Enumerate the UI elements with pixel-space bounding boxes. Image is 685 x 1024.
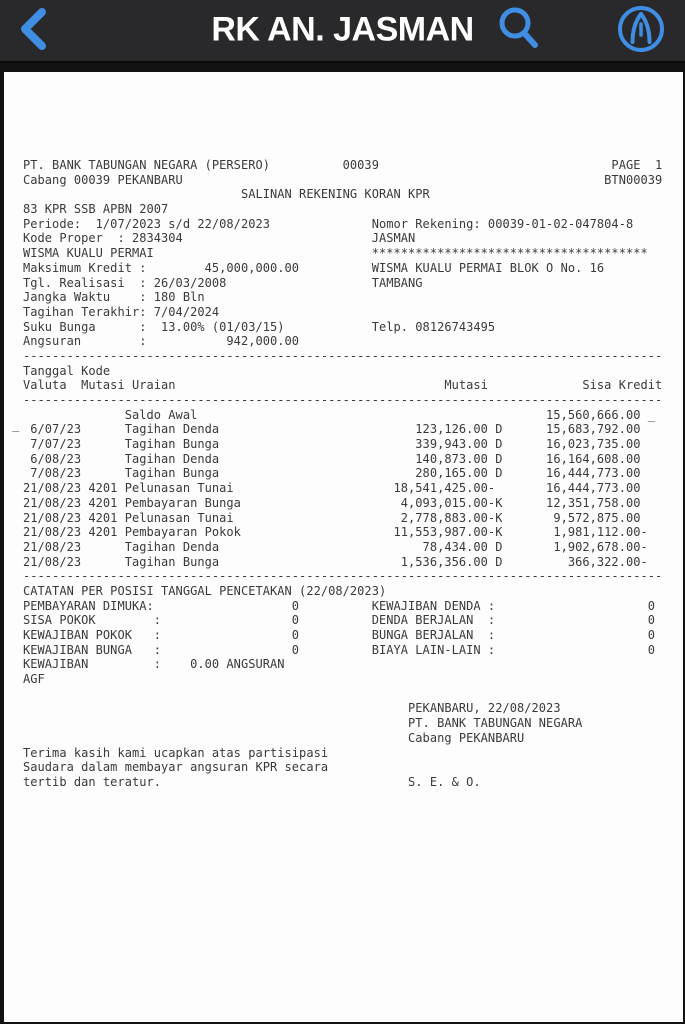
- document-line: KEWAJIBAN POKOK : 0 BUNGA BERJALAN : 0: [23, 628, 656, 642]
- document-line: Suku Bunga : 13.00% (01/03/15) Telp. 08126743495: [23, 319, 496, 334]
- document-line: Cabang PEKANBARU: [23, 730, 525, 745]
- document-line: PT. BANK TABUNGAN NEGARA: [23, 716, 583, 731]
- document-line: Periode: 1/07/2023 s/d 22/08/2023 Nomor Rekening: 00039-01-02-047804-8: [23, 216, 634, 231]
- scan-artifact-underscore: _: [12, 418, 20, 432]
- document-line: 21/08/23 4201 Pembayaran Bunga 4,093,015.00-K 12,351,758.00: [23, 495, 641, 510]
- document-line: Cabang 00039 PEKANBARU BTN00039: [23, 172, 663, 187]
- search-icon: [496, 6, 542, 55]
- document-line: CATATAN PER POSISI TANGGAL PENCETAKAN (22/08/2023): [23, 583, 387, 598]
- statement-text: [4, 72, 662, 790]
- document-line: Saldo Awal 15,560,666.00 _: [23, 407, 656, 422]
- document-line: 21/08/23 4201 Pelunasan Tunai 2,778,883.00-K 9,572,875.00: [23, 510, 641, 525]
- document-line: 83 KPR SSB APBN 2007: [23, 202, 169, 217]
- document-line: 6/08/23 Tagihan Denda 140,873.00 D 16,164,608.00: [23, 451, 641, 466]
- document-line: 7/08/23 Tagihan Bunga 280,165.00 D 16,444,773.00: [23, 466, 641, 481]
- document-line: Jangka Waktu : 180 Bln: [23, 290, 205, 305]
- back-button[interactable]: [10, 0, 54, 61]
- document-line: SALINAN REKENING KORAN KPR: [23, 187, 430, 202]
- document-line: KEWAJIBAN : 0.00 ANGSURAN: [23, 657, 285, 672]
- markup-button[interactable]: [615, 0, 667, 61]
- document-line: SISA POKOK : 0 DENDA BERJALAN : 0: [23, 613, 656, 628]
- document-page: [4, 72, 683, 1022]
- document-line: Terima kasih kami ucapkan atas partisipasi: [23, 745, 329, 760]
- document-line: PEMBAYARAN DIMUKA: 0 KEWAJIBAN DENDA : 0: [23, 598, 656, 613]
- document-line: Valuta Mutasi Uraian Mutasi Sisa Kredit: [23, 378, 663, 393]
- document-line: [23, 687, 662, 702]
- document-line: Tgl. Realisasi : 26/03/2008 TAMBANG: [23, 275, 423, 290]
- document-line: KEWAJIBAN BUNGA : 0 BIAYA LAIN-LAIN : 0: [23, 642, 656, 657]
- document-line: Kode Proper : 2834304 JASMAN: [23, 231, 416, 246]
- document-line: ----------------------------------------------------------------------------------------: [23, 348, 663, 363]
- document-line: 6/07/23 Tagihan Denda 123,126.00 D 15,683,792.00: [23, 422, 641, 437]
- document-line: WISMA KUALU PERMAI **************************************: [23, 246, 648, 261]
- document-line: PT. BANK TABUNGAN NEGARA (PERSERO) 00039 PAGE 1: [23, 158, 663, 172]
- document-line: Tagihan Terakhir: 7/04/2024: [23, 304, 220, 319]
- document-line: 7/07/23 Tagihan Bunga 339,943.00 D 16,023,735.00: [23, 437, 641, 452]
- document-line: Saudara dalam membayar angsuran KPR secara: [23, 760, 329, 775]
- document-line: tertib dan teratur. S. E. & O.: [23, 774, 481, 789]
- document-line: ----------------------------------------------------------------------------------------: [23, 569, 663, 584]
- document-line: Angsuran : 942,000.00: [23, 334, 300, 349]
- search-button[interactable]: [495, 0, 543, 61]
- document-line: Maksimum Kredit : 45,000,000.00 WISMA KUALU PERMAI BLOK O No. 16: [23, 260, 605, 275]
- page-title: RK AN. JASMAN: [211, 10, 474, 49]
- document-line: ----------------------------------------------------------------------------------------: [23, 393, 663, 407]
- document-line: AGF: [23, 672, 45, 687]
- document-line: 21/08/23 4201 Pembayaran Pokok 11,553,987.00-K 1,981,112.00-: [23, 525, 648, 540]
- document-line: 21/08/23 Tagihan Denda 78,434.00 D 1,902,678.00-: [23, 539, 648, 554]
- document-line: 21/08/23 4201 Pelunasan Tunai 18,541,425.00- 16,444,773.00: [23, 481, 641, 496]
- document-line: 21/08/23 Tagihan Bunga 1,536,356.00 D 366,322.00-: [23, 554, 648, 569]
- document-line: Tanggal Kode: [23, 363, 111, 378]
- document-line: PEKANBARU, 22/08/2023: [23, 701, 561, 716]
- markup-pen-icon: [616, 4, 666, 57]
- document-viewer[interactable]: [0, 63, 685, 1024]
- chevron-left-icon: [15, 6, 49, 55]
- navigation-bar: [0, 0, 685, 63]
